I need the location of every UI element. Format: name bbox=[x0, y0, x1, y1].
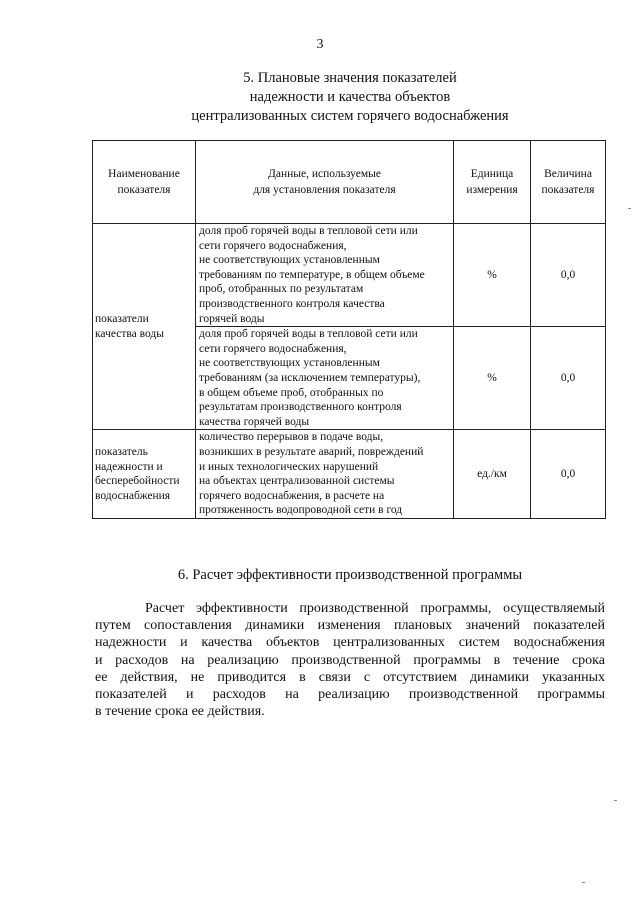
indicators-table bbox=[92, 140, 606, 519]
data-line: требованиям по температуре, в общем объеме bbox=[199, 268, 425, 281]
paragraph-line: ее действия, не приводится в связи с отсутствием динамики указанных bbox=[95, 669, 605, 685]
indicator-name-line: бесперебойности bbox=[95, 475, 180, 488]
section-5-title-line: 5. Плановые значения показателей bbox=[243, 70, 457, 86]
paragraph-line: путем сопоставления динамики изменения плановых значений показателей bbox=[95, 618, 605, 634]
indicator-unit-cell: ед./км bbox=[454, 430, 531, 519]
page-number: 3 bbox=[316, 37, 324, 52]
indicator-data-cell bbox=[196, 327, 454, 430]
indicator-name-line: показатели bbox=[95, 313, 149, 326]
section-6-title: 6. Расчет эффективности производственной программы bbox=[177, 567, 523, 583]
table-header-row bbox=[93, 141, 606, 224]
indicator-group-name bbox=[93, 224, 196, 430]
indicator-value-cell: 0,0 bbox=[531, 224, 606, 327]
paragraph-line: показателей и расходов на реализацию производственной программы bbox=[95, 687, 605, 703]
paragraph-line: Расчет эффективности производственной программы, осуществляемый bbox=[145, 601, 605, 616]
section-5-title bbox=[95, 69, 605, 126]
header-name-line: Наименование bbox=[108, 168, 180, 180]
indicator-value-cell: 0,0 bbox=[531, 327, 606, 430]
header-data bbox=[196, 141, 454, 224]
indicator-value-cell: 0,0 bbox=[531, 430, 606, 519]
section-5-title-line: централизованных систем горячего водоснабжения bbox=[191, 108, 509, 124]
data-line: сети горячего водоснабжения, bbox=[199, 239, 347, 252]
data-line: доля проб горячей воды в тепловой сети или bbox=[199, 225, 418, 237]
data-line: на объектах централизованной системы bbox=[199, 475, 395, 488]
paragraph-line: в течение срока ее действия. bbox=[95, 704, 265, 720]
data-line: результатам производственного контроля bbox=[199, 401, 402, 414]
data-line: возникших в результате аварий, повреждений bbox=[199, 445, 424, 458]
paragraph-line: и расходов на реализацию производственной программы в течение срока bbox=[95, 652, 605, 668]
table-row bbox=[93, 430, 606, 519]
scan-mark bbox=[628, 208, 631, 209]
header-value-line: Величина bbox=[544, 168, 592, 180]
header-name bbox=[93, 141, 196, 224]
data-line: проб, отобранных по результатам bbox=[199, 283, 364, 296]
indicator-group-name bbox=[93, 430, 196, 519]
header-value-line: показателя bbox=[541, 184, 595, 196]
indicator-name-line: водоснабжения bbox=[95, 489, 171, 502]
header-unit-line: Единица bbox=[470, 168, 514, 180]
data-line: качества горячей воды bbox=[199, 415, 310, 428]
indicator-unit-cell: % bbox=[454, 224, 531, 327]
header-unit-line: измерения bbox=[466, 184, 518, 196]
indicator-name-line: показатель bbox=[95, 445, 148, 458]
header-value bbox=[531, 141, 606, 224]
paragraph-line: надежности и качества объектов централизованных систем водоснабжения bbox=[95, 635, 605, 651]
indicator-name-line: надежности и bbox=[95, 460, 163, 473]
indicator-unit-cell: % bbox=[454, 327, 531, 430]
scan-mark bbox=[582, 882, 585, 883]
header-data-line: для установления показателя bbox=[253, 184, 396, 196]
section-6-paragraph bbox=[95, 600, 605, 720]
indicator-data-cell bbox=[196, 430, 454, 519]
scan-mark bbox=[614, 800, 617, 801]
data-line: количество перерывов в подаче воды, bbox=[199, 431, 384, 444]
data-line: в общем объеме проб, отобранных по bbox=[199, 386, 384, 399]
data-line: не соответствующих установленным bbox=[199, 254, 380, 267]
data-line: не соответствующих установленным bbox=[199, 357, 380, 370]
indicator-name-line: качества воды bbox=[95, 327, 164, 340]
indicator-data-cell bbox=[196, 224, 454, 327]
data-line: сети горячего водоснабжения, bbox=[199, 342, 347, 355]
header-name-line: показателя bbox=[117, 184, 171, 196]
header-data-line: Данные, используемые bbox=[268, 168, 381, 180]
table-row bbox=[93, 224, 606, 327]
data-line: доля проб горячей воды в тепловой сети или bbox=[199, 328, 418, 341]
header-unit bbox=[454, 141, 531, 224]
data-line: протяженность водопроводной сети в год bbox=[199, 504, 403, 517]
data-line: и иных технологических нарушений bbox=[199, 460, 379, 473]
data-line: требованиям (за исключением температуры), bbox=[199, 371, 421, 384]
section-5-title-line: надежности и качества объектов bbox=[249, 89, 451, 105]
data-line: производственного контроля качества bbox=[199, 297, 385, 310]
data-line: горячей воды bbox=[199, 312, 265, 325]
data-line: горячего водоснабжения, в расчете на bbox=[199, 489, 385, 502]
